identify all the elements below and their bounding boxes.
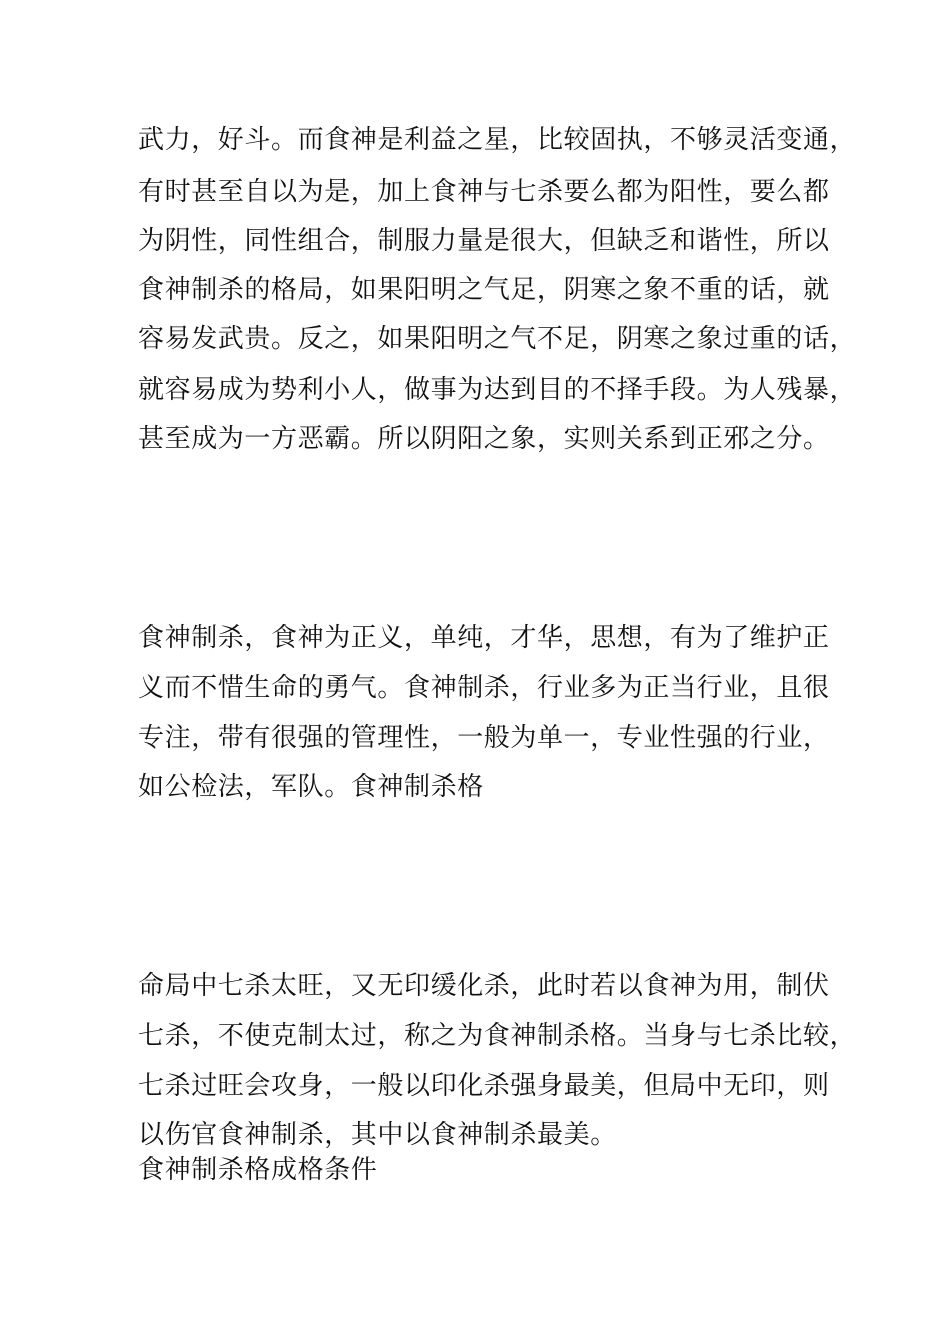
paragraph-3-line-4: 以伤官食神制杀，其中以食神制杀最美。 xyxy=(138,1120,617,1150)
paragraph-2-line-3: 专注，带有很强的管理性，一般为单一，专业性强的行业， xyxy=(138,723,830,753)
paragraph-2-line-1: 食神制杀，食神为正义，单纯，才华，思想，有为了维护正 xyxy=(138,623,830,653)
paragraph-1-line-1: 武力，好斗。而食神是利益之星，比较固执，不够灵活变通， xyxy=(138,125,857,155)
paragraph-1-line-7: 甚至成为一方恶霸。所以阴阳之象，实则关系到正邪之分。 xyxy=(138,424,830,454)
paragraph-1-line-2: 有时甚至自以为是，加上食神与七杀要么都为阳性，要么都 xyxy=(138,177,830,207)
paragraph-1-line-4: 食神制杀的格局，如果阳明之气足，阴寒之象不重的话，就 xyxy=(138,275,830,305)
paragraph-3-line-1: 命局中七杀太旺，又无印缓化杀，此时若以食神为用，制伏 xyxy=(138,971,830,1001)
section-heading: 食神制杀格成格条件 xyxy=(138,1155,378,1185)
paragraph-1-line-5: 容易发武贵。反之，如果阳明之气不足，阴寒之象过重的话， xyxy=(138,324,857,354)
paragraph-2-line-2: 义而不惜生命的勇气。食神制杀，行业多为正当行业，且很 xyxy=(138,673,830,703)
paragraph-2-line-4: 如公检法，军队。食神制杀格 xyxy=(138,772,484,802)
paragraph-1-line-6: 就容易成为势利小人，做事为达到目的不择手段。为人残暴， xyxy=(138,375,857,405)
paragraph-3-line-2: 七杀，不使克制太过，称之为食神制杀格。当身与七杀比较， xyxy=(138,1021,857,1051)
paragraph-3-line-3: 七杀过旺会攻身，一般以印化杀强身最美，但局中无印，则 xyxy=(138,1071,830,1101)
paragraph-1-line-3: 为阴性，同性组合，制服力量是很大，但缺乏和谐性，所以 xyxy=(138,226,830,256)
